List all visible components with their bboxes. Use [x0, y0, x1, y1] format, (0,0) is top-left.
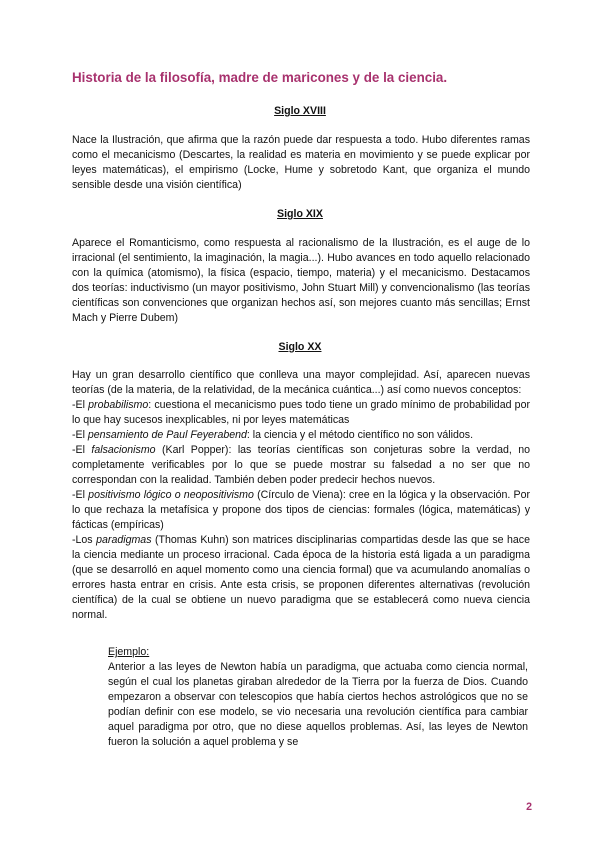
list-item-text: : la ciencia y el método científico no son válidos.	[246, 429, 474, 441]
list-item-falsacionismo	[72, 443, 530, 488]
list-item-text: (Thomas Kuhn) son matrices disciplinarias compartidas desde las que se hace la ciencia mediante un proceso irracional. Cada época de la historia está ligada a un paradigma (que se desarrolló en aquel momento como una ciencia formal) que va acumulando anomalías o errores hasta entrar en crisis. Ante esta crisis, se proponen diferentes alternativas (revolución científica) de la cual se obtiene un nuevo paradigma que se establecerá como nueva ciencia normal.	[72, 534, 530, 621]
list-item-feyerabend	[72, 428, 530, 443]
paragraph: Aparece el Romanticismo, como respuesta al racionalismo de la Ilustración, es el auge de lo irracional (el sentimiento, la imaginación, la magia...). Hubo avances en todo aquello relacionado con la química (atomismo), la física (espacio, tiempo, materia) y el mecanicismo. Destacamos dos teorías: inductivismo (un mayor positivismo, John Stuart Mill) y convencionalismo (las teorías científicas son convenciones que organizan hechos así, son mejores cuanto más sencillas; Ernst Mach y Pierre Dubem)	[72, 237, 530, 324]
list-item-prefix: -El	[72, 444, 92, 456]
section-heading-siglo-xx: Siglo XX	[278, 341, 322, 353]
list-item-probabilismo	[72, 398, 530, 428]
example-body: Anterior a las leyes de Newton había un paradigma, que actuaba como ciencia normal, según el cual los planetas giraban alrededor de la Tierra por la fuerza de Dios. Cuando empezaron a observar con telescopios que había ciertos hechos astrológicos que no se podían definir con ese modelo, se vio necesaria una revolución científica para cambiar aquel paradigma por otro, que no diese aquellos problemas. Así, las leyes de Newton fueron la solución a aquel problema y se	[108, 661, 528, 748]
example-block	[108, 645, 528, 750]
section-heading-siglo-xviii: Siglo XVIII	[274, 105, 326, 117]
list-item-term: probabilismo	[88, 399, 149, 411]
list-item-text: (Karl Popper): las teorías científicas son conjeturas sobre la verdad, no completamente verificables por lo que se puede mostrar su falsedad a no ser que no correspondan con la realidad. También deben poder predecir hechos nuevos.	[72, 444, 531, 486]
list-item-prefix: -El	[72, 489, 89, 501]
list-item-positivismo	[72, 488, 530, 533]
list-item-term: falsacionismo	[91, 444, 156, 456]
list-item-text: (Círculo de Viena): cree en la lógica y la observación. Por lo que rechaza la metafísica y propone dos tipos de ciencias: formales (lógica, matemáticas) y fácticas (empíricas)	[72, 489, 530, 531]
list-item-paradigmas	[72, 533, 530, 623]
list-item-prefix: -El	[72, 429, 88, 441]
paragraph-intro: Hay un gran desarrollo científico que conlleva una mayor complejidad. Así, aparecen nuevas teorías (de la materia, de la relatividad, de la mecánica cuántica...) así como nuevos conceptos:	[72, 369, 530, 396]
section-body-siglo-xviii	[72, 133, 530, 193]
list-item-text: : cuestiona el mecanicismo pues todo tiene un grado mínimo de probabilidad por lo que hay sucesos inexplicables, ni por leyes matemáticas	[72, 399, 530, 426]
paragraph: Nace la Ilustración, que afirma que la razón puede dar respuesta a todo. Hubo diferentes ramas como el mecanicismo (Descartes, la realidad es materia en movimiento y se puede explicar por leyes matemáticas), el empirismo (Locke, Hume y sobretodo Kant, que organiza el mundo sensible desde una visión científica)	[72, 134, 530, 191]
example-label: Ejemplo:	[108, 646, 150, 658]
page-number: 2	[526, 801, 532, 813]
list-item-term: paradigmas	[96, 534, 152, 546]
section-body-siglo-xx	[72, 368, 530, 623]
list-item-term: pensamiento de Paul Feyerabend	[87, 429, 247, 441]
list-item-prefix: -El	[72, 399, 89, 411]
section-heading-siglo-xix: Siglo XIX	[277, 208, 323, 220]
section-body-siglo-xix	[72, 236, 530, 326]
list-item-prefix: -Los	[72, 534, 97, 546]
list-item-term: positivismo lógico o neopositivismo	[88, 489, 254, 501]
document-title: Historia de la filosofía, madre de maricones y de la ciencia.	[72, 70, 448, 85]
